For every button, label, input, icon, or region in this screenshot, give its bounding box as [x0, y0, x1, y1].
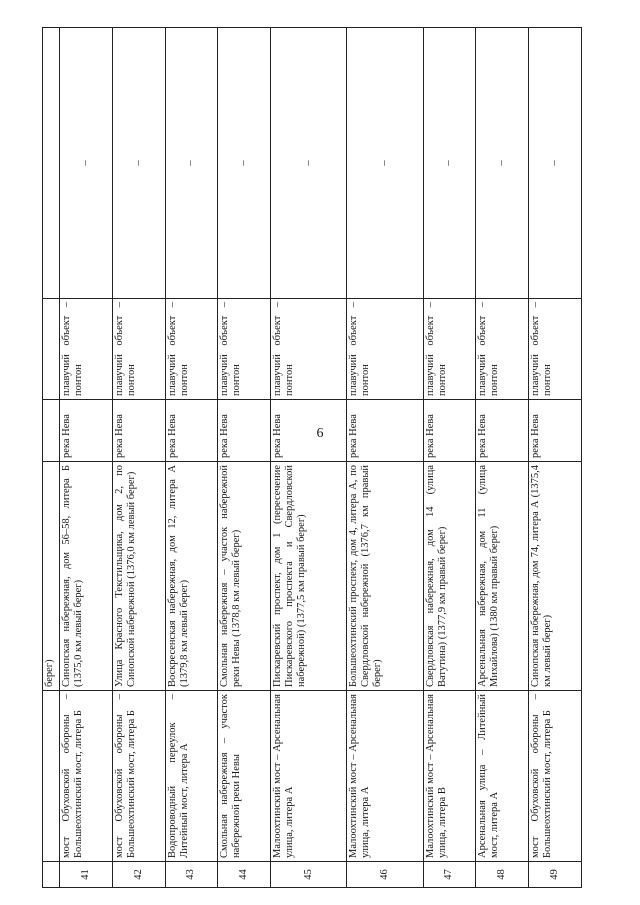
section-name-cell: Малоохтинский мост – Арсенальная улица, литера В [423, 691, 476, 862]
row-number: 41 [60, 862, 113, 888]
note-cell: – [112, 28, 165, 299]
object-type-cell: плавучий объект – понтон [423, 299, 476, 400]
address-cell: Арсенальная набережная, дом 11 (улица Михайлова) (1380 км правый берег) [476, 462, 529, 691]
object-type-cell: плавучий объект – понтон [60, 299, 113, 400]
section-name-cell: Малоохтинский мост – Арсенальная улица, литера А [347, 691, 423, 862]
table-row [218, 28, 271, 888]
table-row [476, 28, 529, 888]
section-name-cell: Арсенальная улица – Литейный мост, литера А [476, 691, 529, 862]
object-type-cell: плавучий объект – понтон [218, 299, 271, 400]
continuation-cell: берег) [43, 462, 60, 691]
address-cell: Синопская набережная, дом 74, литера А (1375,4 км левый берег) [529, 462, 582, 691]
section-name-cell: Смольная набережная – участок набережной реки Невы [218, 691, 271, 862]
object-type-cell: плавучий объект – понтон [529, 299, 582, 400]
address-cell: Свердловская набережная, дом 14 (улица Ватутина) (1377,9 км правый берег) [423, 462, 476, 691]
table-row [423, 28, 476, 888]
water-body-cell: река Нева [60, 400, 113, 462]
row-number: 43 [165, 862, 218, 888]
row-number: 44 [218, 862, 271, 888]
note-cell: – [60, 28, 113, 299]
note-cell: – [347, 28, 423, 299]
object-type-cell: плавучий объект – понтон [476, 299, 529, 400]
table-row [529, 28, 582, 888]
address-cell: Большеохтинский проспект, дом 4, литера А, по Свердловской набережной (1376,7 км правый берег) [347, 462, 423, 691]
water-body-cell: река Нева [271, 400, 347, 462]
note-cell: – [165, 28, 218, 299]
note-cell: – [476, 28, 529, 299]
note-cell: – [218, 28, 271, 299]
water-body-cell: река Нева [218, 400, 271, 462]
object-type-cell: плавучий объект – понтон [112, 299, 165, 400]
registry-table [42, 27, 582, 888]
address-cell: Пискаревский проспект, дом 1 (пересечение Пискаревского проспекта и Свердловской набережной) (1377,5 км правый берег) [271, 462, 347, 691]
section-name-cell: мост Обуховской обороны – Большеохтинский мост, литера Б [112, 691, 165, 862]
object-type-cell: плавучий объект – понтон [347, 299, 423, 400]
section-name-cell: мост Обуховской обороны – Большеохтинский мост, литера Б [60, 691, 113, 862]
section-name-cell: Малоохтинский мост – Арсенальная улица, литера А [271, 691, 347, 862]
table-row [165, 28, 218, 888]
section-name-cell: мост Обуховской обороны – Большеохтинский мост, литера Б [529, 691, 582, 862]
table-row [60, 28, 113, 888]
object-type-cell: плавучий объект – понтон [165, 299, 218, 400]
water-body-cell: река Нева [112, 400, 165, 462]
row-number: 48 [476, 862, 529, 888]
rotated-table-container [42, 28, 582, 888]
water-body-cell: река Нева [165, 400, 218, 462]
water-body-cell: река Нева [347, 400, 423, 462]
table-row [271, 28, 347, 888]
row-number: 47 [423, 862, 476, 888]
address-cell: Смольная набережная – участок набережной реки Невы (1378,8 км левый берег) [218, 462, 271, 691]
table-row-continuation [43, 28, 60, 888]
row-number: 42 [112, 862, 165, 888]
section-name-cell: Водопроводный переулок – Литейный мост, литера А [165, 691, 218, 862]
address-cell: Улица Красного Текстильщика, дом 2, по Синопской набережной (1376,0 км левый берег) [112, 462, 165, 691]
page-number: 6 [316, 426, 324, 441]
row-number: 49 [529, 862, 582, 888]
table-row [347, 28, 423, 888]
note-cell: – [529, 28, 582, 299]
note-cell: – [271, 28, 347, 299]
note-cell: – [423, 28, 476, 299]
water-body-cell: река Нева [423, 400, 476, 462]
water-body-cell: река Нева [476, 400, 529, 462]
address-cell: Синопская набережная, дом 56–58, литера Б (1375,0 км левый берег) [60, 462, 113, 691]
row-number: 45 [271, 862, 347, 888]
table-row [112, 28, 165, 888]
water-body-cell: река Нева [529, 400, 582, 462]
object-type-cell: плавучий объект – понтон [271, 299, 347, 400]
row-number: 46 [347, 862, 423, 888]
address-cell: Воскресенская набережная, дом 12, литера А (1379,8 км левый берег) [165, 462, 218, 691]
